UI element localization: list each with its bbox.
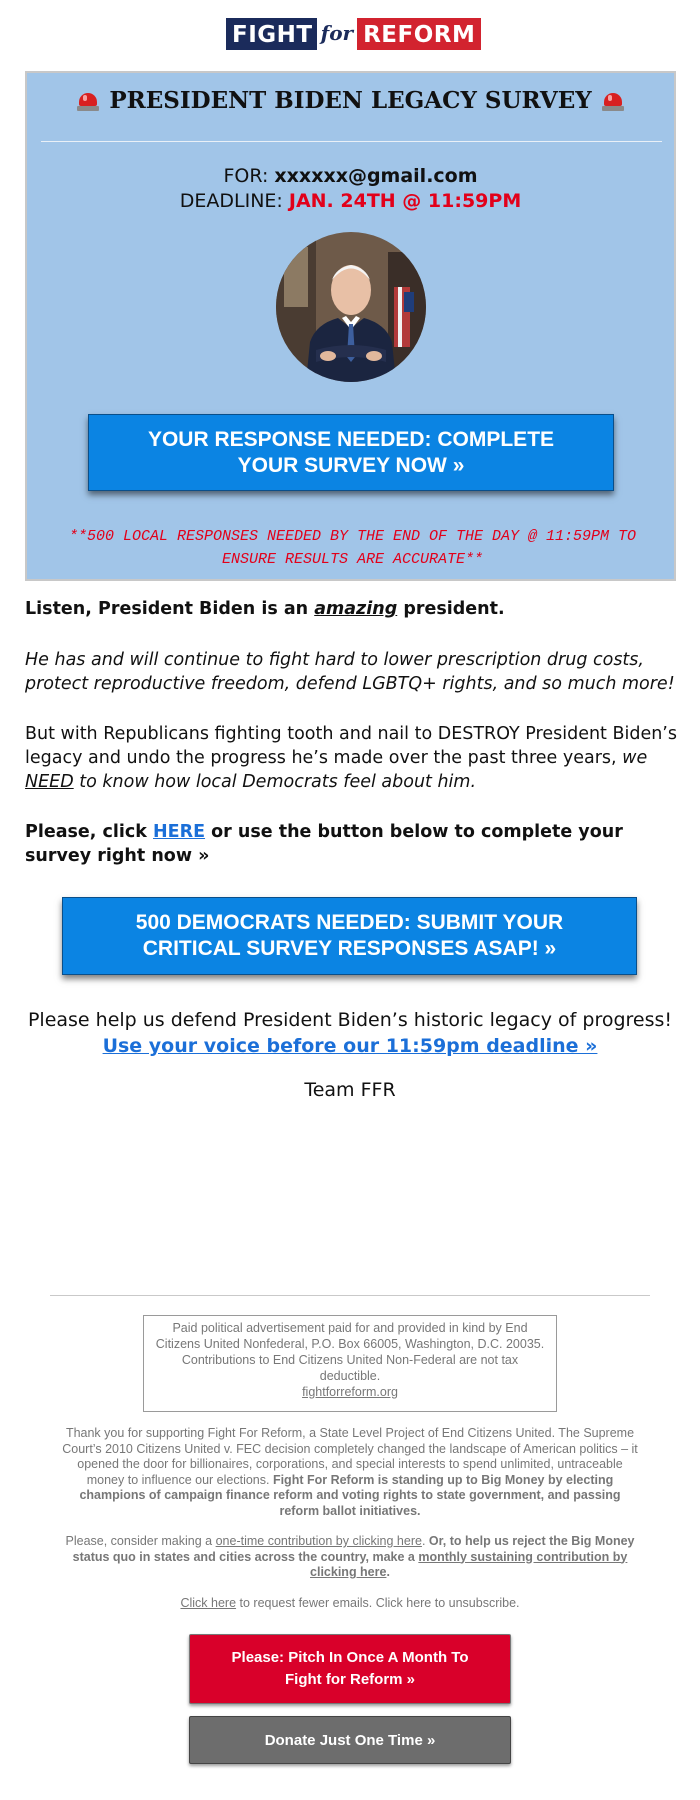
one-time-contribution-link[interactable]: one-time contribution by clicking here	[215, 1534, 422, 1548]
deadline-label: DEADLINE:	[179, 190, 283, 212]
survey-title-text: PRESIDENT BIDEN LEGACY SURVEY	[109, 87, 592, 114]
intro-emphasis: amazing	[314, 599, 398, 619]
siren-icon	[602, 91, 624, 111]
complete-survey-button[interactable]: YOUR RESPONSE NEEDED: COMPLETE YOUR SURVEY NOW »	[88, 414, 614, 491]
recipient-email: xxxxxx@gmail.com	[274, 165, 478, 187]
contribute-text-a: Please, consider making a	[65, 1534, 216, 1548]
divider	[41, 141, 662, 142]
paid-for-disclaimer	[143, 1315, 557, 1412]
submit-survey-button[interactable]: 500 DEMOCRATS NEEDED: SUBMIT YOUR CRITICAL SURVEY RESPONSES ASAP! »	[62, 897, 637, 975]
footer-about-paragraph	[58, 1426, 642, 1519]
threat-need-emphasis: NEED	[25, 772, 74, 792]
help-text: Please help us defend President Biden’s historic legacy of progress!	[27, 1009, 673, 1031]
recipient-line	[27, 165, 674, 187]
threat-text-em2: to know how local Democrats feel about him.	[73, 772, 477, 792]
footer-email-prefs	[58, 1596, 642, 1612]
deadline-link-line	[0, 1035, 700, 1057]
disclaimer-text: Paid political advertisement paid for and provided in kind by End Citizens United Nonfederal, P.O. Box 66005, Washington, D.C. 20035. Contributions to End Citizens United Non-Federal are not tax deductible.	[155, 1321, 545, 1383]
website-link[interactable]: fightforreform.org	[302, 1385, 398, 1399]
contribute-text-b: .	[421, 1534, 429, 1548]
intro-text-a: Listen, President Biden is an	[25, 599, 315, 619]
deadline-line	[27, 190, 674, 212]
threat-text-em1: we	[622, 748, 648, 768]
click-text-a: Please, click	[25, 822, 154, 842]
one-time-donate-button[interactable]: Donate Just One Time »	[189, 1716, 511, 1764]
here-link[interactable]: HERE	[153, 822, 206, 842]
threat-text-a: But with Republicans fighting tooth and nail to DESTROY President Biden’s legacy and undo the progress he’s made over the past three years,	[25, 724, 677, 768]
intro-text-b: president.	[397, 599, 505, 619]
urgent-notice: **500 LOCAL RESPONSES NEEDED BY THE END OF THE DAY @ 11:59PM TO ENSURE RESULTS ARE ACCURATE**	[68, 528, 637, 568]
footer-contribute-paragraph	[58, 1534, 642, 1581]
about-text: Thank you for supporting Fight For Reform, a State Level Project of End Citizens United. The Supreme Court’s 2010 Citizens United v. FEC decision completely changed the landscape of American politics – it opened the door for billionaires, corporations, and special interests to spend unlimited, untraceable money to influence our elections.	[62, 1426, 638, 1487]
monthly-contribution-link[interactable]: monthly sustaining contribution by clicking here	[310, 1549, 628, 1579]
threat-paragraph	[25, 722, 680, 794]
deadline-value: JAN. 24TH @ 11:59PM	[288, 190, 522, 212]
intro-paragraph	[25, 597, 680, 621]
click-here-paragraph	[25, 820, 680, 868]
use-your-voice-link[interactable]: Use your voice before our 11:59pm deadline »	[102, 1035, 598, 1057]
unsubscribe-text: to request fewer emails. Click here to unsubscribe.	[236, 1596, 520, 1610]
contribute-bold-text: Or, to help us reject the Big Money status quo in states and cities across the country, make a	[72, 1534, 635, 1564]
fight-for-reform-logo[interactable]	[226, 18, 476, 50]
click-text-b: or use the button below to complete your survey right now »	[25, 822, 623, 866]
president-photo[interactable]	[276, 232, 426, 382]
survey-hero-box	[25, 71, 676, 581]
survey-title	[27, 87, 674, 114]
about-bold-text: Fight For Reform is standing up to Big Money by electing champions of campaign finance reform and voting rights to state government, and passing reform ballot initiatives.	[79, 1472, 621, 1518]
monthly-donate-button[interactable]: Please: Pitch In Once A Month To Fight for Reform »	[189, 1634, 511, 1704]
signoff: Team FFR	[304, 1079, 396, 1101]
fewer-emails-link[interactable]: Click here	[180, 1596, 237, 1610]
footer-divider	[50, 1295, 650, 1296]
for-label: FOR:	[223, 165, 269, 187]
siren-icon	[77, 91, 99, 111]
logo-fight-text: FIGHT	[226, 18, 317, 50]
accomplishments-paragraph: He has and will continue to fight hard to lower prescription drug costs, protect reproductive freedom, defend LGBTQ+ rights, and so much more!	[25, 650, 675, 694]
contribute-end: .	[386, 1565, 390, 1579]
logo-reform-text: REFORM	[357, 18, 481, 50]
logo-for-text: for	[317, 18, 357, 50]
